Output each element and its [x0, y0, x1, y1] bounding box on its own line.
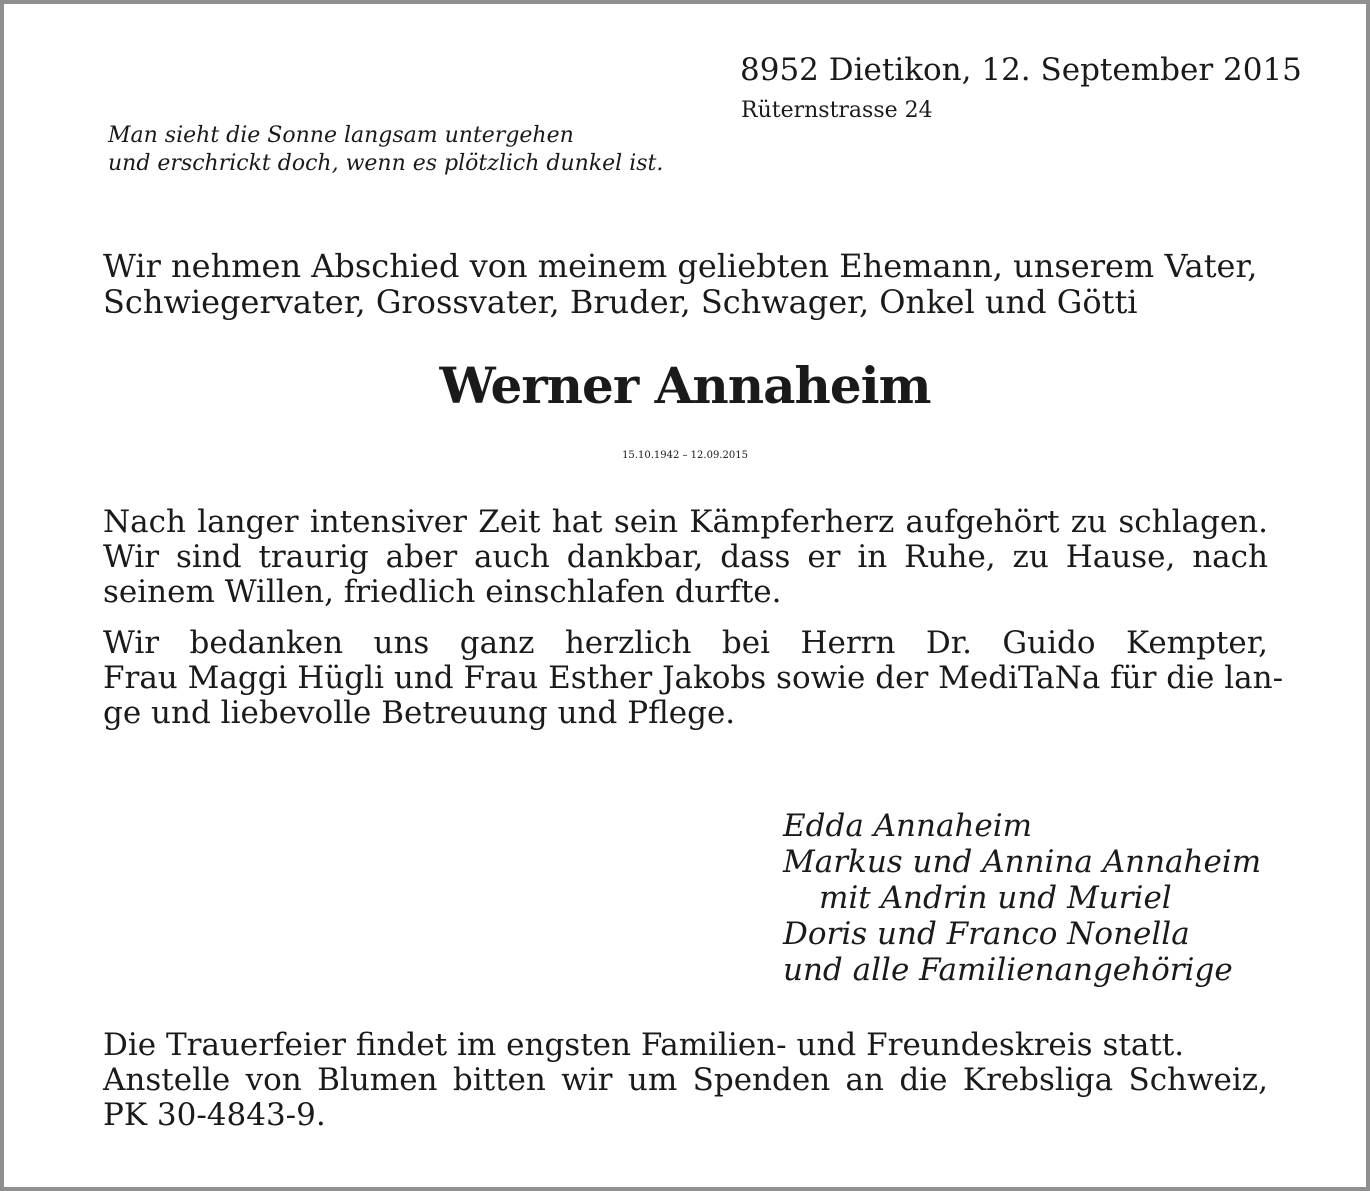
paragraph-farewell	[103, 505, 1268, 610]
paragraph-line: Wir sind traurig aber auch dankbar, dass er in Ruhe, zu Hause, nach	[103, 539, 1268, 575]
signer: mit Andrin und Muriel	[819, 880, 1172, 916]
paragraph-ceremony	[103, 1028, 1268, 1133]
paragraph-line: Die Trauerfeier findet im engsten Familien- und Freundeskreis statt.	[103, 1027, 1185, 1063]
motto-quote	[108, 122, 663, 178]
paragraph-line: Frau Maggi Hügli und Frau Esther Jakobs sowie der MediTaNa für die lan-	[103, 660, 1284, 696]
motto-line: Man sieht die Sonne langsam untergehen	[108, 123, 574, 148]
signer: Doris und Franco Nonella	[783, 916, 1190, 952]
motto-line: und erschrickt doch, wenn es plötzlich dunkel ist.	[108, 151, 664, 176]
paragraph-line: Nach langer intensiver Zeit hat sein Kämpferherz aufgehört zu schlagen.	[103, 504, 1268, 540]
paragraph-line: PK 30-4843-9.	[103, 1097, 326, 1133]
intro-text	[103, 248, 1268, 320]
intro-line: Schwiegervater, Grossvater, Bruder, Schwager, Onkel und Götti	[103, 283, 1138, 321]
place-date: 8952 Dietikon, 12. September 2015	[740, 52, 1302, 88]
intro-line: Wir nehmen Abschied von meinem geliebten Ehemann, unserem Vater,	[103, 247, 1258, 285]
paragraph-line: seinem Willen, friedlich einschlafen durfte.	[103, 574, 782, 610]
signer: Markus und Annina Annaheim	[783, 844, 1262, 880]
paragraph-line: ge und liebevolle Betreuung und Pflege.	[103, 695, 736, 731]
signers-list	[783, 808, 1261, 988]
paragraph-line: Wir bedanken uns ganz herzlich bei Herrn Dr. Guido Kempter,	[103, 625, 1268, 661]
deceased-name: Werner Annaheim	[439, 356, 931, 415]
signer: Edda Annaheim	[783, 808, 1033, 844]
street-address: Rüternstrasse 24	[741, 98, 933, 123]
signer: und alle Familienangehörige	[783, 952, 1233, 988]
paragraph-thanks	[103, 625, 1284, 731]
paragraph-line: Anstelle von Blumen bitten wir um Spenden an die Krebsliga Schweiz,	[103, 1062, 1268, 1098]
life-dates: 15.10.1942 – 12.09.2015	[622, 450, 748, 461]
